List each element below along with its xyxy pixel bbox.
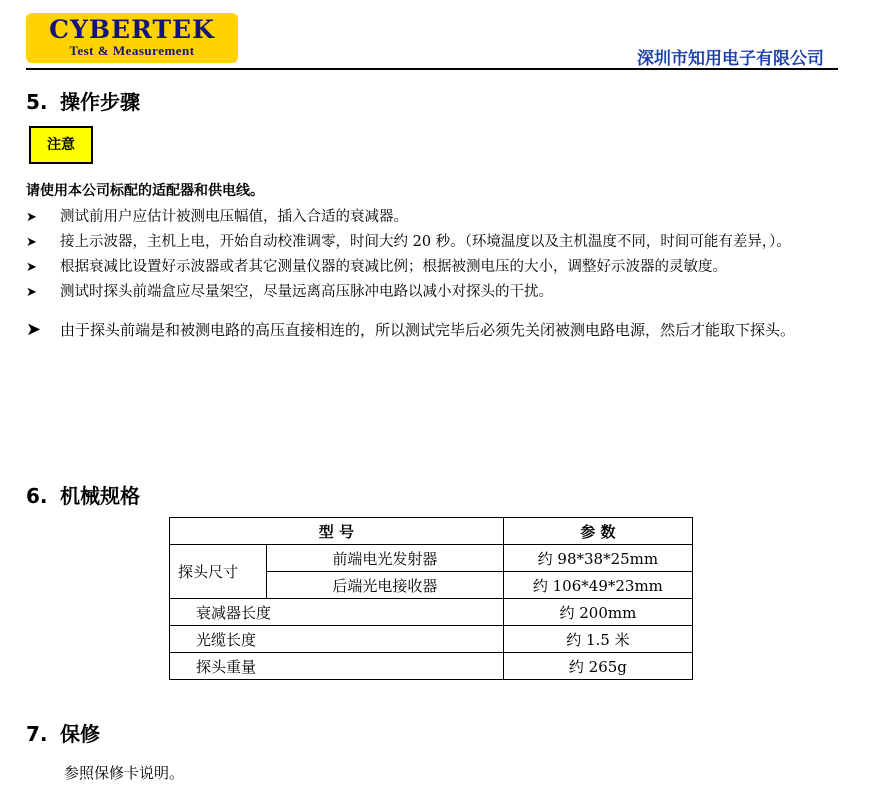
header-divider	[26, 68, 838, 70]
section-6-title: 机械规格	[60, 484, 140, 508]
table-row	[170, 653, 693, 680]
arrow-bullet-icon: ➤	[26, 235, 37, 250]
row-label: 探头重量	[170, 653, 504, 680]
table-row	[170, 626, 693, 653]
arrow-bullet-icon: ➤	[26, 210, 37, 225]
list-item	[26, 280, 838, 305]
probe-size-label: 探头尺寸	[170, 545, 267, 599]
row-sublabel: 前端电光发射器	[267, 545, 504, 572]
row-label: 衰减器长度	[170, 599, 504, 626]
list-item-text: 由于探头前端是和被测电路的高压直接相连的，所以测试完毕后必须先关闭被测电路电源，然后才能取下探头。	[60, 321, 796, 339]
section-7-number: 7.	[26, 722, 48, 746]
row-value: 约 106*49*23mm	[503, 572, 692, 599]
arrow-bullet-icon: ➤	[26, 285, 37, 300]
table-row	[170, 599, 693, 626]
logo-main-text: CYBERTEK	[49, 15, 215, 44]
section-7-title: 保修	[60, 722, 100, 746]
list-item	[26, 255, 838, 280]
list-item	[26, 230, 838, 255]
arrow-bullet-icon: ➤	[26, 319, 42, 340]
mechanical-spec-table	[169, 517, 693, 680]
company-name: 深圳市知用电子有限公司	[637, 49, 824, 69]
operation-steps-list	[26, 205, 838, 349]
table-header-row	[170, 518, 693, 545]
list-item-text: 根据衰减比设置好示波器或者其它测量仪器的衰减比例；根据被测电压的大小，调整好示波器的灵敏度。	[60, 259, 727, 275]
list-item	[26, 311, 838, 349]
arrow-bullet-icon: ➤	[26, 260, 37, 275]
logo-sub-text: Test & Measurement	[69, 43, 195, 58]
warranty-text: 参照保修卡说明。	[64, 764, 185, 782]
section-5-title: 操作步骤	[60, 90, 140, 114]
section-7-heading	[26, 718, 100, 747]
row-value: 约 98*38*25mm	[503, 545, 692, 572]
notice-badge: 注意	[29, 126, 93, 164]
section-6-number: 6.	[26, 484, 48, 508]
row-value: 约 200mm	[503, 599, 692, 626]
list-item	[26, 205, 838, 230]
header-param: 参 数	[503, 518, 692, 545]
section-5-number: 5.	[26, 90, 48, 114]
list-item-text: 测试前用户应估计被测电压幅值，插入合适的衰减器。	[60, 209, 408, 225]
list-item-text: 测试时探头前端盒应尽量架空，尽量远离高压脉冲电路以减小对探头的干扰。	[60, 284, 553, 300]
row-label: 光缆长度	[170, 626, 504, 653]
warning-text: 请使用本公司标配的适配器和供电线。	[26, 183, 264, 199]
row-value: 约 265g	[503, 653, 692, 680]
cybertek-logo	[26, 13, 238, 63]
list-item-text: 接上示波器，主机上电，开始自动校准调零，时间大约 20 秒。（环境温度以及主机温度不同，时间可能有差异，）。	[60, 234, 791, 250]
row-value: 约 1.5 米	[503, 626, 692, 653]
row-sublabel: 后端光电接收器	[267, 572, 504, 599]
header-model: 型 号	[170, 518, 504, 545]
section-5-heading	[26, 86, 140, 115]
section-6-heading	[26, 480, 140, 509]
table-row	[170, 545, 693, 572]
